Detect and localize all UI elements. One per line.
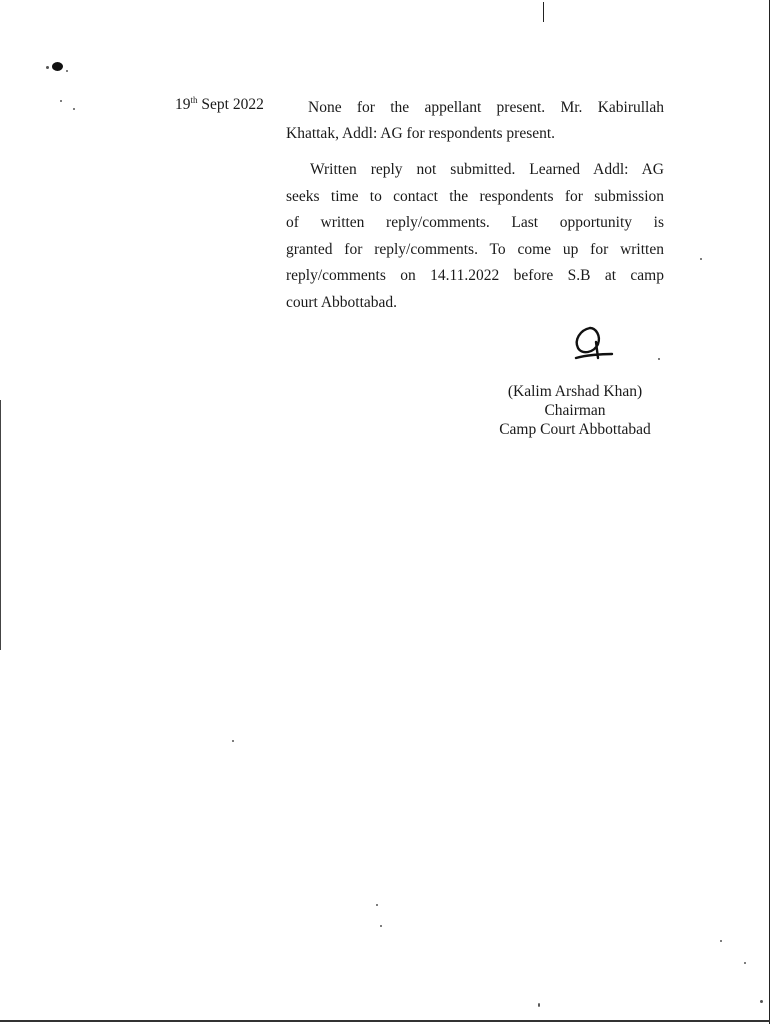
paragraph-line: of written reply/comments. Last opportunity is	[286, 214, 664, 231]
date-suffix: th	[190, 95, 198, 105]
paragraph-line: Written reply not submitted. Learned Addl: AG	[310, 161, 664, 178]
order-date	[175, 95, 264, 114]
signature-block	[470, 382, 680, 439]
paragraph-line: reply/comments on 14.11.2022 before S.B at camp	[286, 267, 664, 284]
date-rest: Sept 2022	[197, 96, 264, 113]
signatory-name: (Kalim Arshad Khan)	[507, 383, 643, 400]
scan-speck	[46, 66, 49, 69]
signatory-court: Camp Court Abbottabad	[499, 421, 651, 438]
handwritten-signature	[568, 322, 616, 364]
paragraph-line: None for the appellant present. Mr. Kabirullah	[308, 99, 664, 116]
date-day: 19	[175, 96, 191, 113]
scan-speck	[52, 62, 63, 71]
scan-speck	[66, 70, 68, 72]
scan-speck	[376, 904, 378, 906]
scan-speck	[720, 940, 722, 942]
scan-speck	[60, 100, 62, 102]
order-paragraph-directions	[286, 157, 664, 316]
scan-speck	[232, 740, 234, 742]
scan-speck	[760, 1000, 763, 1003]
scan-speck	[538, 1003, 540, 1007]
signatory-designation: Chairman	[544, 402, 606, 419]
scan-mark-top	[543, 2, 544, 22]
scan-speck	[380, 925, 382, 927]
order-paragraph-attendance	[286, 95, 664, 147]
paragraph-line: seeks time to contact the respondents for submission	[286, 187, 664, 205]
scan-edge-left	[0, 400, 1, 650]
paragraph-line: Khattak, Addl: AG for respondents present.	[286, 125, 556, 142]
paragraph-line: granted for reply/comments. To come up for written	[286, 240, 664, 258]
scan-edge-bottom	[0, 1020, 770, 1022]
paragraph-line: court Abbottabad.	[286, 293, 398, 311]
scan-speck	[73, 108, 75, 110]
scan-speck	[700, 258, 702, 260]
scan-speck	[658, 358, 660, 360]
scan-speck	[744, 962, 746, 964]
